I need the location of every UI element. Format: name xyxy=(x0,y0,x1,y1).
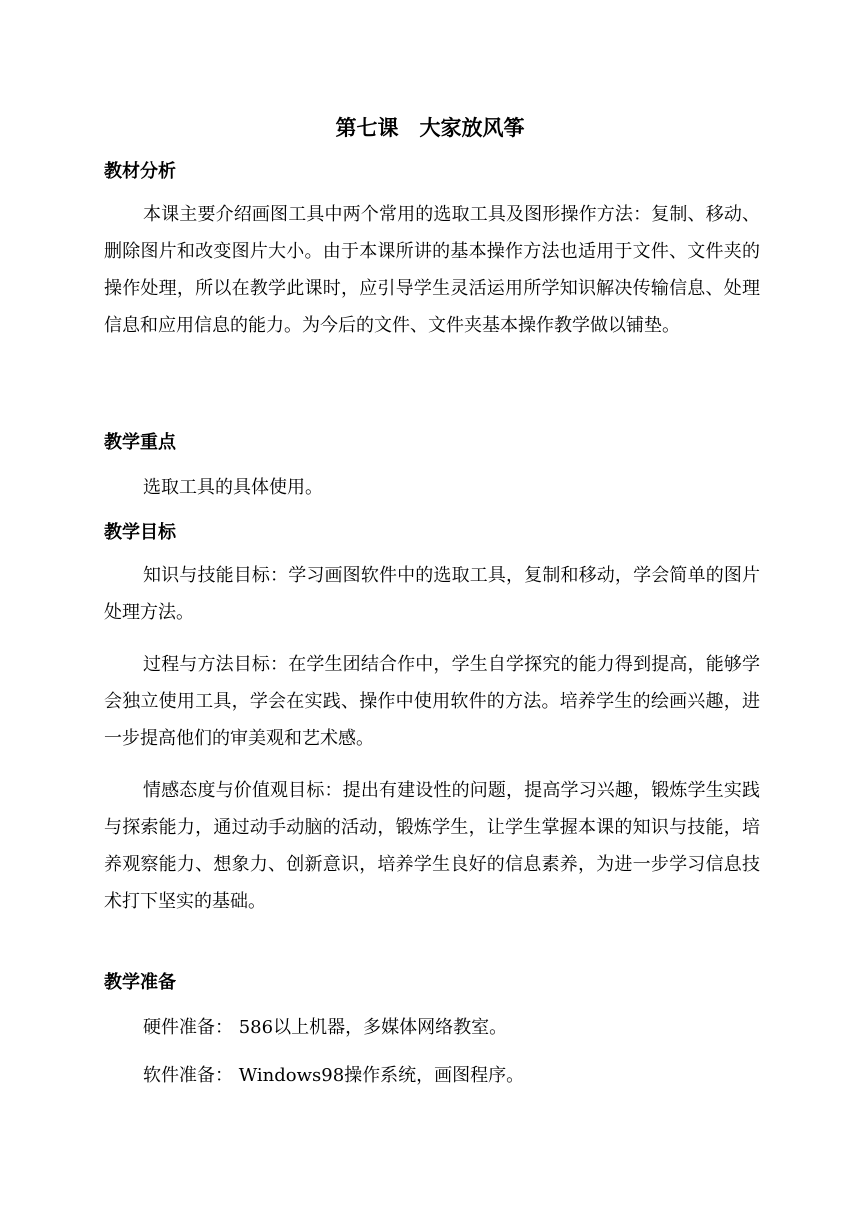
paragraph-goal-process-methods: 过程与方法目标：在学生团结合作中，学生自学探究的能力得到提高，能够学会独立使用工具，学会在实践、操作中使用软件的方法。培养学生的绘画兴趣，进一步提高他们的审美观和艺术感。 xyxy=(104,654,760,749)
paragraph-textbook-analysis: 本课主要介绍画图工具中两个常用的选取工具及图形操作方法：复制、移动、删除图片和改变图片大小。由于本课所讲的基本操作方法也适用于文件、文件夹的操作处理，所以在教学此课时，应引导学生灵活运用所学知识解决传输信息、处理信息和应用信息的能力。为今后的文件、文件夹基本操作教学做以铺垫。 xyxy=(104,204,760,336)
section-heading-preparation: 教学准备 xyxy=(104,972,176,993)
document-title: 第七课 大家放风筝 xyxy=(335,116,525,140)
section-heading-textbook-analysis: 教材分析 xyxy=(104,161,176,182)
paragraph-hardware-preparation: 硬件准备： 586以上机器，多媒体网络教室。 xyxy=(143,1017,508,1038)
paragraph-software-preparation: 软件准备： Windows98操作系统，画图程序。 xyxy=(143,1065,525,1086)
section-heading-key-points: 教学重点 xyxy=(104,432,176,453)
section-heading-teaching-goals: 教学目标 xyxy=(104,522,176,543)
paragraph-goal-attitudes-values: 情感态度与价值观目标：提出有建设性的问题，提高学习兴趣，锻炼学生实践与探索能力，通过动手动脑的活动，锻炼学生，让学生掌握本课的知识与技能，培养观察能力、想象力、创新意识，培养学生良好的信息素养，为进一步学习信息技术打下坚实的基础。 xyxy=(104,780,760,912)
paragraph-goal-knowledge-skills: 知识与技能目标：学习画图软件中的选取工具，复制和移动，学会简单的图片处理方法。 xyxy=(104,565,760,623)
paragraph-key-points: 选取工具的具体使用。 xyxy=(143,477,323,498)
